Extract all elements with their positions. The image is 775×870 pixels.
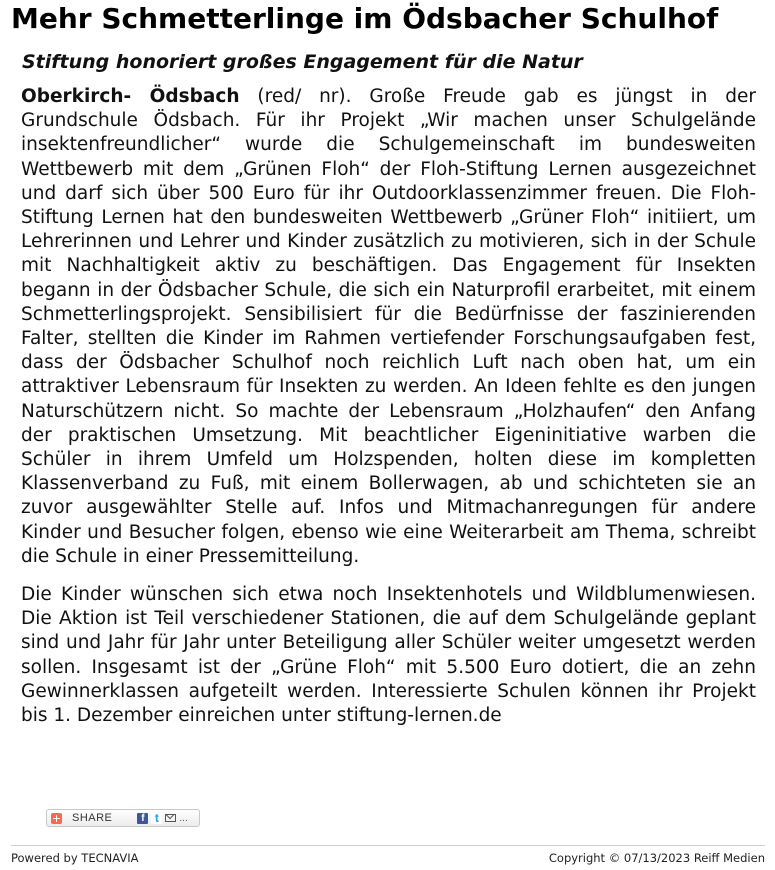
article-paragraph: Die Kinder wünschen sich etwa noch Insektenhotels und Wildblumenwiesen. Die Aktion ist Teil verschiedener Stationen, die auf dem Schulgelände geplant sind und Jahr für Jahr unter Beteiligung aller Schüler weiter umgesetzt werden sollen. Insgesamt ist der „Grüne Floh“ mit 5.500 Euro dotiert, die an zehn Gewinnerklassen aufgeteilt werden. Interessierte Schulen können ihr Projekt bis 1. Dezember einreichen unter stiftung-lernen.de [21,584,756,727]
article-body [21,85,756,728]
share-plus-icon [51,813,62,824]
article-paragraph [21,85,756,569]
share-label: SHARE [72,812,113,824]
article-subheadline: Stiftung honoriert großes Engagement für die Natur [22,51,583,73]
footer-copyright: Copyright © 07/13/2023 Reiff Medien [548,851,765,865]
footer-divider [11,845,765,846]
mail-icon[interactable] [165,814,176,822]
share-button[interactable] [46,809,200,827]
more-icon[interactable]: ... [179,812,188,824]
article-paragraph-text: (red/ nr). Große Freude gab es jüngst in der Grundschule Ödsbach. Für ihr Projekt „Wir machen unser Schulgelände insektenfreundlicher“ wurde die Schulgemeinschaft im bundesweiten Wettbewerb mit dem „Grünen Floh“ der Floh-Stiftung Lernen ausgezeichnet und darf sich über 500 Euro für ihr Outdoorklassenzimmer freuen. Die Floh-Stiftung Lernen hat den bundesweiten Wettbewerb „Grüner Floh“ initiiert, um Lehrerinnen und Lehrer und Kinder zusätzlich zu motivieren, sich in der Schule mit Nachhaltigkeit aktiv zu beschäftigen. Das Engagement für Insekten begann in der Ödsbacher Schule, die sich ein Naturprofil erarbeitet, mit einem Schmetterlingsprojekt. Sensibilisiert für die Bedürfnisse der faszinierenden Falter, stellten die Kinder im Rahmen vertiefender Forschungsaufgaben fest, dass der Ödsbacher Schulhof noch reichlich Luft nach oben hat, um ein attraktiver Lebensraum für Insekten zu werden. An Ideen fehlte es den jungen Naturschützern nicht. So machte der Lebensraum „Holzhaufen“ den Anfang der praktischen Umsetzung. Mit beachtlicher Eigeninitiative warben die Schüler in ihrem Umfeld um Holzspenden, holten diese im kompletten Klassenverband zu Fuß, mit einem Bollerwagen, ab und schichteten sie an zuvor ausgewählter Stelle auf. Infos und Mitmachanregungen für andere Kinder und Besucher folgen, ebenso wie eine Weiterarbeit am Thema, schreibt die Schule in einer Pressemitteilung. [21,86,756,567]
twitter-icon[interactable]: t [151,813,162,824]
article-headline: Mehr Schmetterlinge im Ödsbacher Schulhof [11,2,719,35]
facebook-icon[interactable]: f [137,813,148,824]
footer-powered-by: Powered by TECNAVIA [11,851,139,865]
article-dateline: Oberkirch- Ödsbach [21,86,240,107]
